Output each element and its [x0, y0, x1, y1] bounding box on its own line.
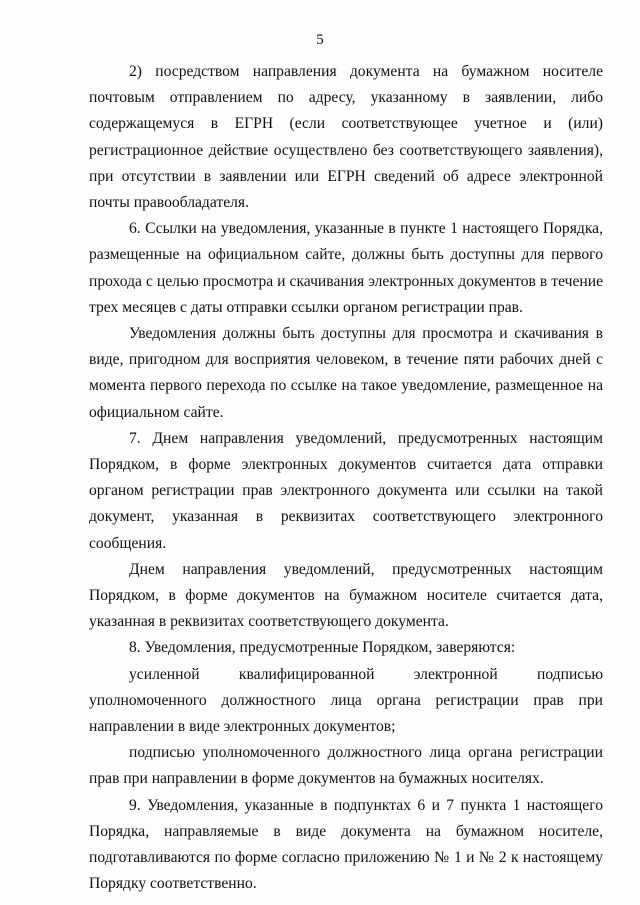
paragraph-6-availability: Уведомления должны быть доступны для просмотра и скачивания в виде, пригодном для восприятия человеком, в течение пяти рабочих дней с момента первого перехода по ссылке на такое уведомление, размещенное на официальном сайте. — [89, 325, 603, 421]
paragraph-7-paper-date: Днем направления уведомлений, предусмотренных настоящим Порядком, в форме документов на бумажном носителе считается дата, указанная в реквизитах соответствующего документа. — [89, 560, 603, 631]
paragraph-7-electronic-date: 7. Днем направления уведомлений, предусмотренных настоящим Порядком, в форме электронных документов считается дата отправки органом регистрации прав электронного документа или ссылки на такой документ, указанная в реквизитах соответствующего электронного сообщения. — [89, 429, 603, 552]
paragraph-2-postal: 2) посредством направления документа на бумажном носителе почтовым отправлением по адресу, указанному в заявлении, либо содержащемуся в ЕГРН (если соответствующее учетное и (или) регистрационное действие осуществлено без соответствующего заявления), при отсутствии в заявлении или ЕГРН сведений об адресе электронной почты правообладателя. — [89, 63, 603, 212]
paragraph-9-forms: 9. Уведомления, указанные в подпунктах 6 и 7 пункта 1 настоящего Порядка, направляемые в виде документа на бумажном носителе, подготавливаются по форме согласно приложению № 1 и № 2 к настоящему Порядку соответственно. — [89, 796, 603, 893]
paragraph-8-paper-signature: подписью уполномоченного должностного лица органа регистрации прав при направлении в форме документов на бумажных носителях. — [89, 744, 603, 788]
document-body — [89, 59, 603, 898]
page-number: 5 — [316, 32, 324, 48]
paragraph-6-links: 6. Ссылки на уведомления, указанные в пункте 1 настоящего Порядка, размещенные на официальном сайте, должны быть доступны для первого прохода с целью просмотра и скачивания электронных документов в течение трех месяцев с даты отправки ссылки органом регистрации прав. — [89, 220, 603, 316]
paragraph-8-electronic-signature: усиленной квалифицированной электронной подписью уполномоченного должностного лица органа регистрации прав при направлении в виде электронных документов; — [89, 665, 603, 736]
paragraph-8-certification: 8. Уведомления, предусмотренные Порядком, заверяются: — [129, 639, 516, 657]
